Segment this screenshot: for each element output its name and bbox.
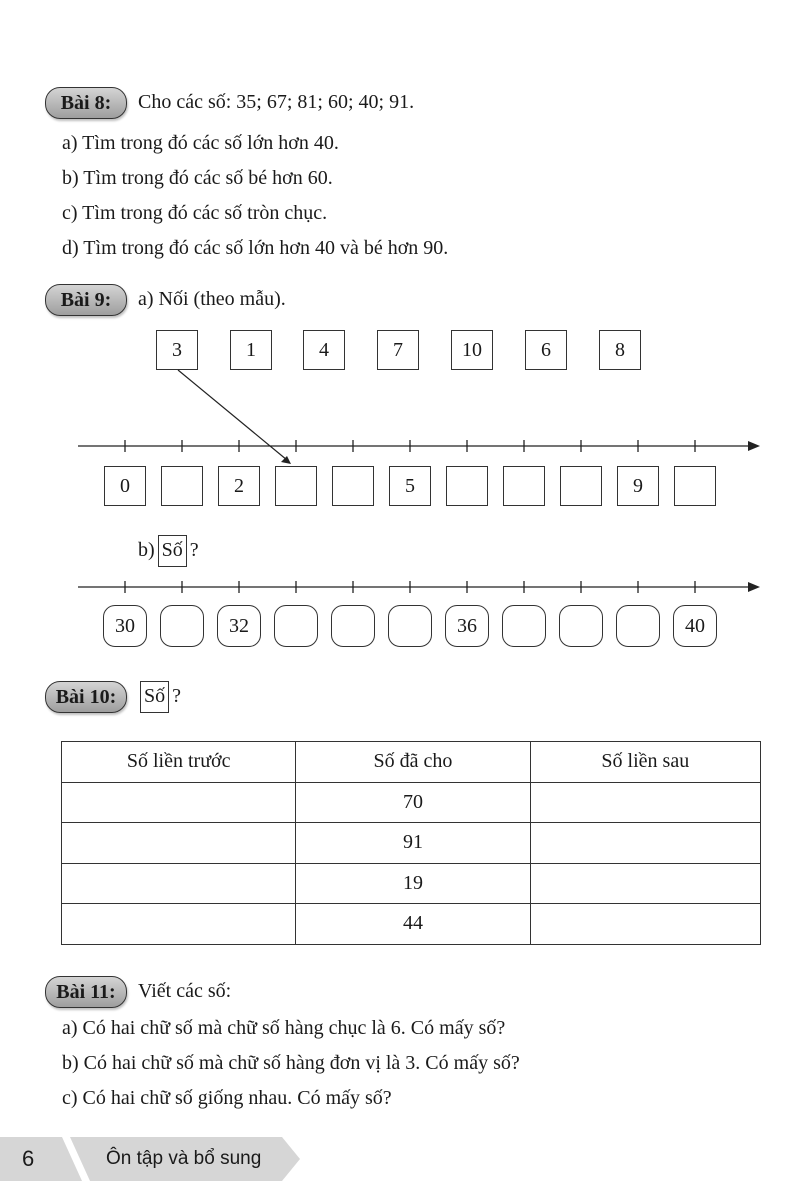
top-number-box: 7 bbox=[377, 330, 419, 370]
top-number-box: 6 bbox=[525, 330, 567, 370]
line2-box[interactable]: 40 bbox=[673, 605, 717, 647]
bai8-item-b: b) Tìm trong đó các số bé hơn 60. bbox=[62, 167, 333, 189]
so-box: Số bbox=[140, 681, 169, 713]
line1-box[interactable] bbox=[161, 466, 203, 506]
table-cell[interactable] bbox=[62, 782, 296, 823]
line1-box[interactable]: 5 bbox=[389, 466, 431, 506]
bai11-item-c: c) Có hai chữ số giống nhau. Có mấy số? bbox=[62, 1087, 392, 1109]
bai8-prompt: Cho các số: 35; 67; 81; 60; 40; 91. bbox=[138, 91, 415, 113]
top-number-box: 1 bbox=[230, 330, 272, 370]
bai11-label: Bài 11: bbox=[45, 976, 127, 1008]
table-cell[interactable] bbox=[530, 823, 760, 864]
line2-box[interactable]: 36 bbox=[445, 605, 489, 647]
line1-box[interactable] bbox=[446, 466, 488, 506]
column-header: Số đã cho bbox=[296, 742, 530, 783]
table-cell: 44 bbox=[296, 904, 530, 945]
line2-box[interactable] bbox=[502, 605, 546, 647]
bai9-part-b bbox=[138, 535, 199, 567]
table-row bbox=[62, 782, 761, 823]
table-cell[interactable] bbox=[530, 863, 760, 904]
line2-box[interactable] bbox=[274, 605, 318, 647]
line1-box[interactable]: 0 bbox=[104, 466, 146, 506]
column-header: Số liền sau bbox=[530, 742, 760, 783]
table-cell[interactable] bbox=[62, 904, 296, 945]
bai10-prompt bbox=[137, 681, 181, 713]
bai11-prompt: Viết các số: bbox=[138, 980, 232, 1002]
line1-box[interactable] bbox=[560, 466, 602, 506]
column-header: Số liền trước bbox=[62, 742, 296, 783]
part-b-prefix: b) bbox=[138, 539, 155, 561]
bai11-item-b: b) Có hai chữ số mà chữ số hàng đơn vị là 3. Có mấy số? bbox=[62, 1052, 520, 1074]
line1-box[interactable]: 2 bbox=[218, 466, 260, 506]
top-number-box: 10 bbox=[451, 330, 493, 370]
line2-box[interactable] bbox=[559, 605, 603, 647]
table-cell: 70 bbox=[296, 782, 530, 823]
so-box: Số bbox=[158, 535, 187, 567]
bai8-item-a: a) Tìm trong đó các số lớn hơn 40. bbox=[62, 132, 339, 154]
table-cell[interactable] bbox=[530, 904, 760, 945]
line1-box[interactable]: 9 bbox=[617, 466, 659, 506]
bai8-item-d: d) Tìm trong đó các số lớn hơn 40 và bé hơn 90. bbox=[62, 237, 449, 259]
footer-section-title: Ôn tập và bổ sung bbox=[106, 1148, 262, 1169]
line1-box[interactable] bbox=[332, 466, 374, 506]
table-cell[interactable] bbox=[62, 823, 296, 864]
line1-box[interactable] bbox=[275, 466, 317, 506]
bai8-item-c: c) Tìm trong đó các số tròn chục. bbox=[62, 202, 328, 224]
table-header-row bbox=[62, 742, 761, 783]
table-row bbox=[62, 863, 761, 904]
line1-box[interactable] bbox=[674, 466, 716, 506]
line2-box[interactable] bbox=[616, 605, 660, 647]
table-cell[interactable] bbox=[62, 863, 296, 904]
table-row bbox=[62, 823, 761, 864]
table-cell: 19 bbox=[296, 863, 530, 904]
bai8-label: Bài 8: bbox=[45, 87, 127, 119]
line2-box[interactable] bbox=[160, 605, 204, 647]
top-number-box: 4 bbox=[303, 330, 345, 370]
line2-box[interactable]: 30 bbox=[103, 605, 147, 647]
bai10-table bbox=[61, 741, 761, 945]
top-number-box: 8 bbox=[599, 330, 641, 370]
table-cell[interactable] bbox=[530, 782, 760, 823]
line2-box[interactable] bbox=[331, 605, 375, 647]
bai10-label: Bài 10: bbox=[45, 681, 127, 713]
part-b-suffix: ? bbox=[189, 539, 199, 561]
top-number-box: 3 bbox=[156, 330, 198, 370]
page-footer bbox=[0, 1137, 300, 1181]
page-number: 6 bbox=[22, 1146, 35, 1171]
table-row bbox=[62, 904, 761, 945]
line2-box[interactable] bbox=[388, 605, 432, 647]
line1-box[interactable] bbox=[503, 466, 545, 506]
bai9-part-a: a) Nối (theo mẫu). bbox=[138, 288, 286, 310]
bai10-suffix: ? bbox=[172, 685, 182, 707]
table-cell: 91 bbox=[296, 823, 530, 864]
bai9-label: Bài 9: bbox=[45, 284, 127, 316]
line2-box[interactable]: 32 bbox=[217, 605, 261, 647]
bai11-item-a: a) Có hai chữ số mà chữ số hàng chục là 6. Có mấy số? bbox=[62, 1017, 506, 1039]
